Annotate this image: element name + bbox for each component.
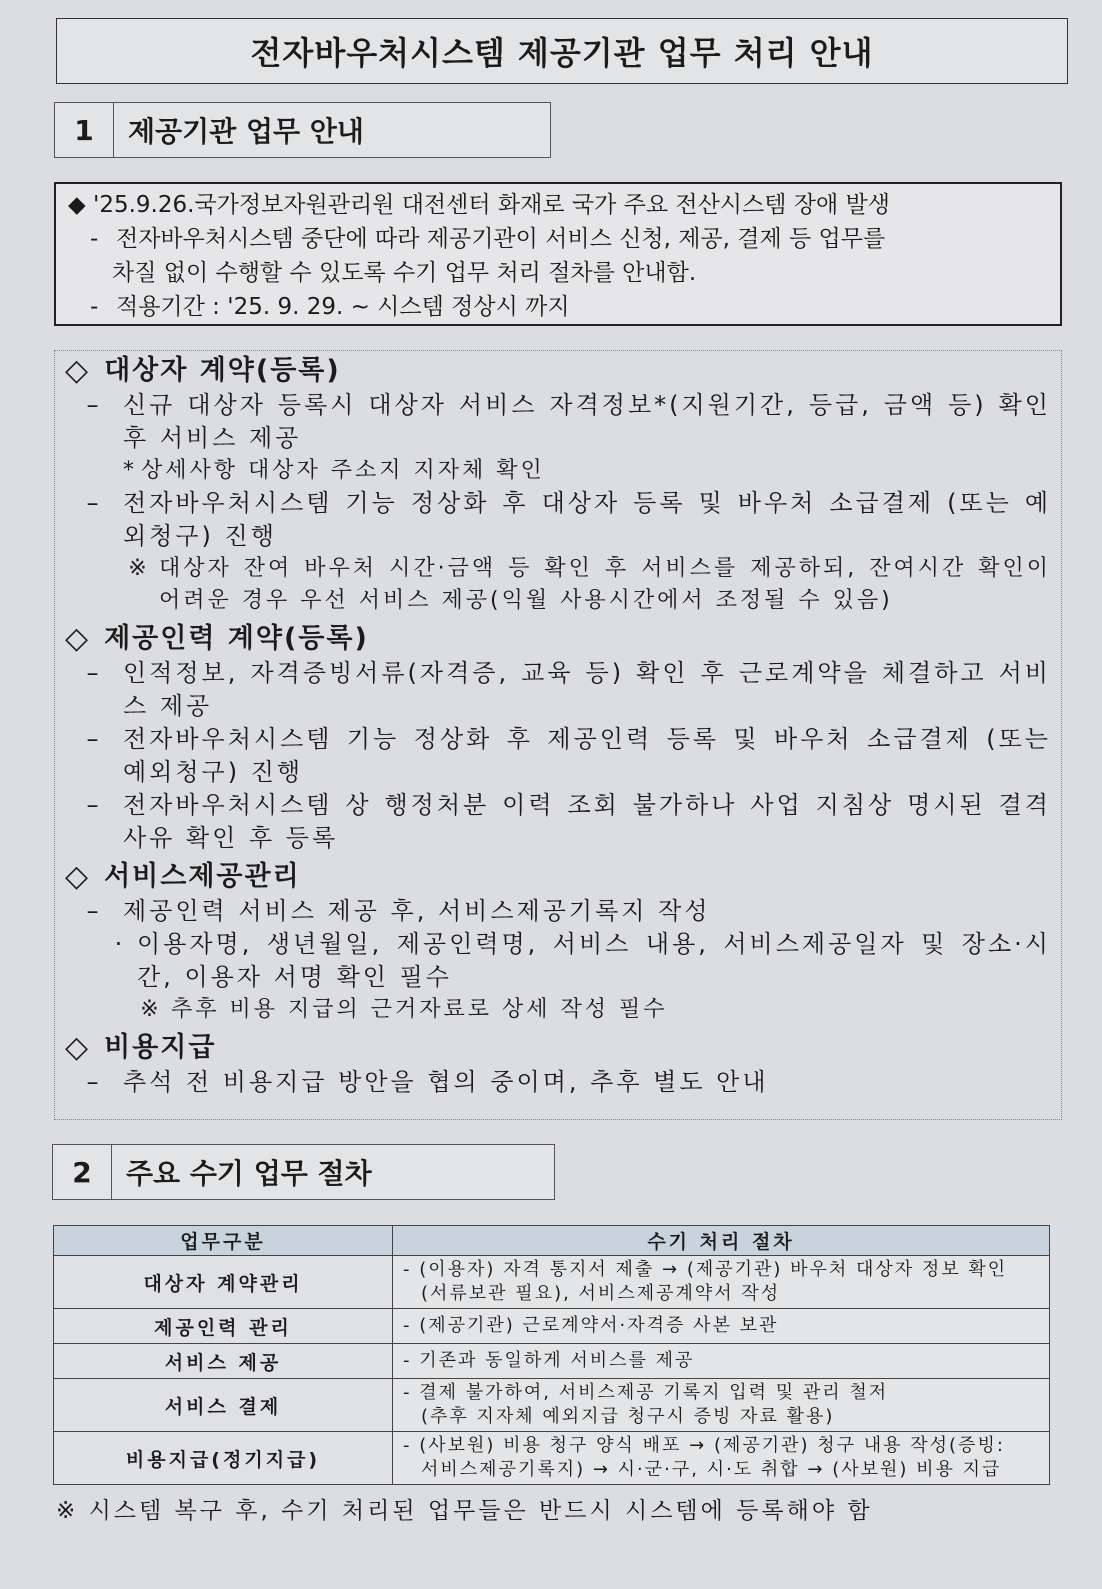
column-header: 업무구분 xyxy=(54,1226,393,1256)
block-heading-staff-contract: ◇ 제공인력 계약(등록) xyxy=(65,621,369,656)
table-cell-procedure: - (제공기관) 근로계약서·자격증 사본 보관 xyxy=(393,1309,1050,1344)
notice-line-2: - 전자바우처시스템 중단에 따라 제공기관이 서비스 신청, 제공, 결제 등 업무를 xyxy=(90,226,886,252)
notice-line-1: ◆ '25.9.26.국가정보자원관리원 대전센터 화재로 국가 주요 전산시스템 장애 발생 xyxy=(68,192,890,218)
notice-line-2b: 차질 없이 수행할 수 있도록 수기 업무 처리 절차를 안내함. xyxy=(112,260,697,286)
list-subitem: · 이용자명, 생년월일, 제공인력명, 서비스 내용, 서비스제공일자 및 장소·시간, 이용자 서명 확인 필수 xyxy=(114,930,1051,991)
table-row xyxy=(54,1309,1050,1344)
table-cell-procedure: - 기존과 동일하게 서비스를 제공 xyxy=(393,1344,1050,1379)
list-note: * 상세사항 대상자 주소지 지자체 확인 xyxy=(123,458,545,483)
block-heading-service-management: ◇ 서비스제공관리 xyxy=(65,859,301,894)
section-2-label: 주요 수기 업무 절차 xyxy=(126,1157,372,1190)
table-cell-procedure: - (이용자) 자격 통지서 제출 → (제공기관) 바우처 대상자 정보 확인 (서류보관 필요), 서비스제공계약서 작성 xyxy=(393,1256,1050,1309)
table-row xyxy=(54,1256,1050,1309)
list-item: – 신규 대상자 등록시 대상자 서비스 자격정보*(지원기간, 등급, 금액 등) 확인 후 서비스 제공 xyxy=(86,391,1051,452)
guide-content xyxy=(54,350,1062,1120)
procedure-table xyxy=(53,1225,1050,1485)
table-cell-category: 제공인력 관리 xyxy=(54,1309,393,1344)
notice-box xyxy=(54,182,1062,326)
list-item: – 전자바우처시스템 기능 정상화 후 대상자 등록 및 바우처 소급결제 (또는 예외청구) 진행 xyxy=(86,489,1051,550)
diamond-icon: ◇ xyxy=(65,1030,91,1065)
list-item: – 전자바우처시스템 상 행정처분 이력 조회 불가하나 사업 지침상 명시된 결격사유 확인 후 등록 xyxy=(86,791,1051,852)
table-cell-procedure: - 결제 불가하여, 서비스제공 기록지 입력 및 관리 철저 (추후 지자체 예외지급 청구시 증빙 자료 활용) xyxy=(393,1379,1050,1432)
diamond-icon: ◇ xyxy=(65,353,91,388)
section-2-header xyxy=(52,1144,555,1200)
table-cell-category: 대상자 계약관리 xyxy=(54,1256,393,1309)
table-header-row xyxy=(54,1226,1050,1256)
section-1-label: 제공기관 업무 안내 xyxy=(128,115,364,148)
filled-diamond-icon: ◆ xyxy=(68,192,86,218)
table-row xyxy=(54,1344,1050,1379)
list-note: ※ 대상자 잔여 바우처 시간·금액 등 확인 후 서비스를 제공하되, 잔여시간 확인이 어려운 경우 우선 서비스 제공(익월 사용시간에서 조정될 수 있음) xyxy=(128,556,1051,613)
table-row xyxy=(54,1432,1050,1485)
section-1-header xyxy=(54,102,551,158)
list-item: – 인적정보, 자격증빙서류(자격증, 교육 등) 확인 후 근로계약을 체결하고 서비스 제공 xyxy=(86,659,1051,720)
block-heading-recipient-contract: ◇ 대상자 계약(등록) xyxy=(65,353,341,388)
list-item: – 추석 전 비용지급 방안을 협의 중이며, 추후 별도 안내 xyxy=(86,1068,769,1096)
page-title: 전자바우처시스템 제공기관 업무 처리 안내 xyxy=(56,18,1068,84)
list-item: – 전자바우처시스템 기능 정상화 후 제공인력 등록 및 바우처 소급결제 (또는 예외청구) 진행 xyxy=(86,725,1051,786)
notice-line-3: - 적용기간 : '25. 9. 29. ~ 시스템 정상시 까지 xyxy=(90,294,570,320)
list-item: – 제공인력 서비스 제공 후, 서비스제공기록지 작성 xyxy=(86,897,711,925)
table-cell-category: 비용지급(정기지급) xyxy=(54,1432,393,1485)
diamond-icon: ◇ xyxy=(65,859,91,894)
diamond-icon: ◇ xyxy=(65,621,91,656)
section-2-number: 2 xyxy=(53,1145,112,1199)
footnote: ※ 시스템 복구 후, 수기 처리된 업무들은 반드시 시스템에 등록해야 함 xyxy=(56,1498,873,1524)
table-cell-category: 서비스 결제 xyxy=(54,1379,393,1432)
table-row xyxy=(54,1379,1050,1432)
section-1-number: 1 xyxy=(55,103,114,157)
table-cell-category: 서비스 제공 xyxy=(54,1344,393,1379)
table-cell-procedure: - (사보원) 비용 청구 양식 배포 → (제공기관) 청구 내용 작성(증빙: 서비스제공기록지) → 시·군·구, 시·도 취합 → (사보원) 비용 지급 xyxy=(393,1432,1050,1485)
block-heading-payment: ◇ 비용지급 xyxy=(65,1030,217,1065)
column-header: 수기 처리 절차 xyxy=(393,1226,1050,1256)
list-note: ※ 추후 비용 지급의 근거자료로 상세 작성 필수 xyxy=(140,997,668,1022)
